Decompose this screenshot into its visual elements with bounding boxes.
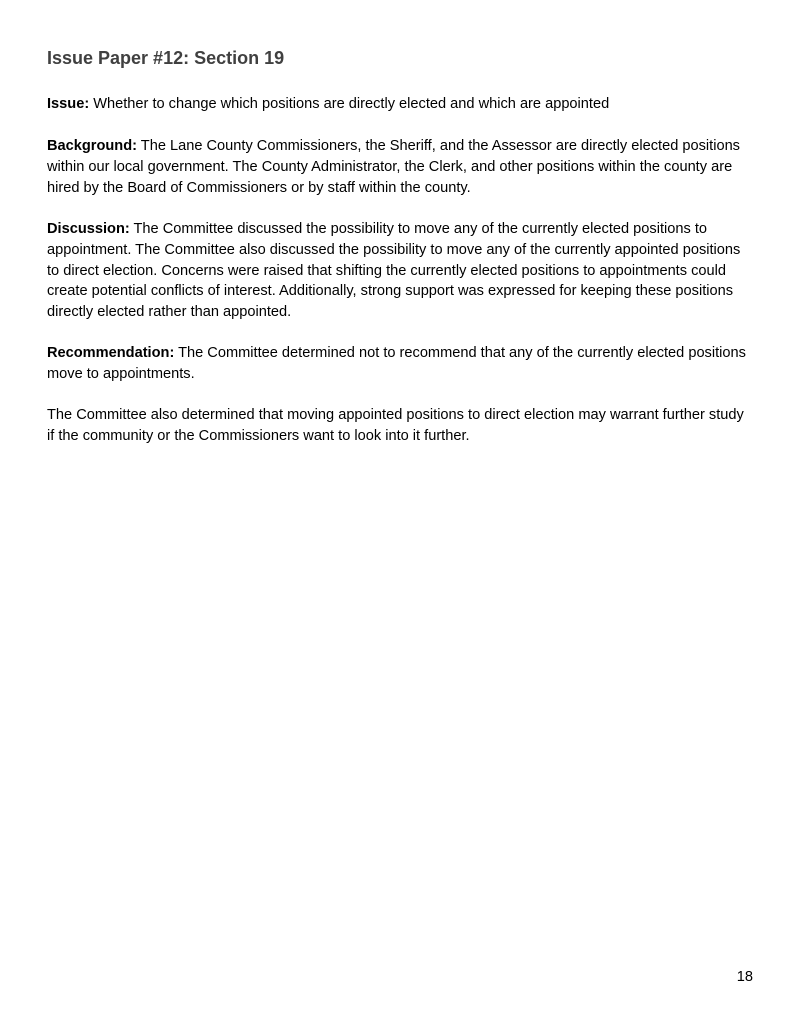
discussion-text: The Committee discussed the possibility to move any of the currently elected positions to appointment. The Committee also discussed the possibility to move any of the currently appointed positions to direct election. Concerns were raised that shifting the currently elected positions to appointments could create potential conflicts of interest. Additionally, strong support was expressed for keeping these positions directly elected rather than appointed.	[47, 221, 741, 321]
document-page	[47, 0, 757, 1035]
followup-paragraph: The Committee also determined that moving appointed positions to direct election may warrant further study if the community or the Commissioners want to look into it further.	[47, 407, 744, 444]
background-text: The Lane County Commissioners, the Sheriff, and the Assessor are directly elected positions within our local government. The County Administrator, the Clerk, and other positions within the county are hired by the Board of Commissioners or by staff within the county.	[47, 138, 740, 196]
recommendation-text: The Committee determined not to recommend that any of the currently elected positions move to appointments.	[47, 345, 746, 382]
recommendation-paragraph	[47, 343, 752, 385]
issue-text: Whether to change which positions are directly elected and which are appointed	[89, 96, 610, 112]
background-label: Background:	[47, 138, 137, 154]
discussion-paragraph	[47, 219, 752, 323]
recommendation-label: Recommendation:	[47, 345, 175, 361]
page-title: Issue Paper #12: Section 19	[47, 48, 285, 68]
discussion-label: Discussion:	[47, 221, 130, 237]
page-number: 18	[736, 969, 753, 985]
background-paragraph	[47, 136, 752, 198]
issue-paragraph	[47, 94, 752, 115]
issue-label: Issue:	[47, 96, 90, 112]
